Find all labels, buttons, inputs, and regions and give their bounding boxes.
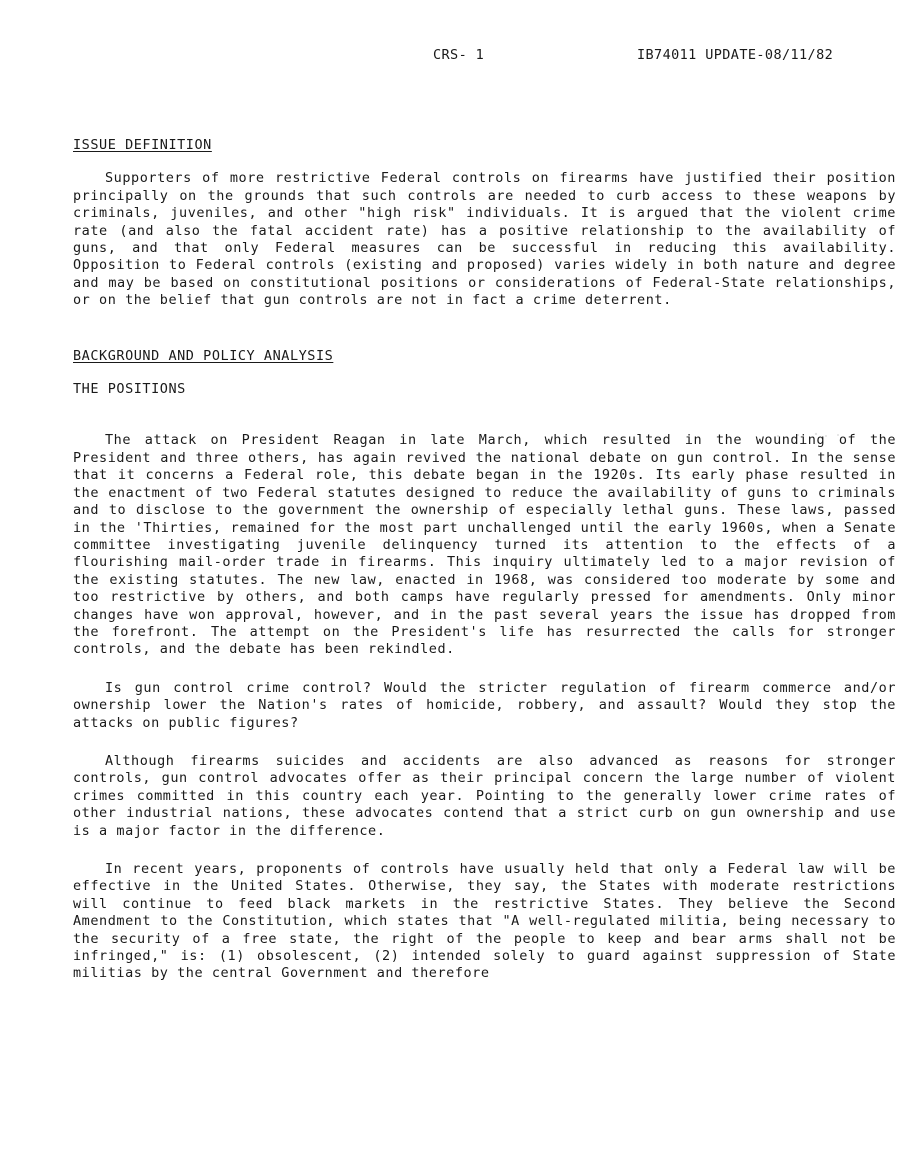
document-body	[73, 137, 896, 983]
positions-subheading: THE POSITIONS	[73, 381, 186, 398]
background-heading: BACKGROUND AND POLICY ANALYSIS	[73, 347, 334, 364]
issue-definition-paragraph: Supporters of more restrictive Federal controls on firearms have justified their position principally on the grounds that such controls are needed to curb access to these weapons by criminals, juveniles, and other "high risk" individuals. It is argued that the violent crime rate (and also the fatal accident rate) has a positive relationship to the availability of guns, and that only Federal measures can be successful in reducing this availability. Opposition to Federal controls (existing and proposed) varies widely in both nature and degree and may be based on constitutional positions or considerations of Federal-State relationships, or on the belief that gun controls are not in fact a crime deterrent.	[73, 170, 896, 309]
body-paragraph-3: Although firearms suicides and accidents are also advanced as reasons for stronger controls, gun control advocates offer as their principal concern the large number of violent crimes committed in this country each year. Pointing to the generally lower crime rates of other industrial nations, these advocates contend that a strict curb on gun ownership and use is a major factor in the difference.	[73, 752, 896, 839]
document-id: IB74011 UPDATE-08/11/82	[637, 47, 834, 63]
issue-definition-heading: ISSUE DEFINITION	[73, 137, 212, 153]
page-number-label: CRS- 1	[433, 47, 485, 63]
body-paragraph-1: The attack on President Reagan in late March, which resulted in the wounding of the President and three others, has again revived the national debate on gun control. In the sense that it concerns a Federal role, this debate began in the 1920s. Its early phase resulted in the enactment of two Federal statutes designed to reduce the availability of guns to criminals and to disclose to the government the ownership of especially lethal guns. These laws, passed in the 'Thirties, remained for the most part unchallenged until the early 1960s, when a Senate committee investigating juvenile delinquency turned its attention to the effects of a flourishing mail-order trade in firearms. This inquiry ultimately led to a major revision of the existing statutes. The new law, enacted in 1968, was considered too moderate by some and too restrictive by others, and both camps have regularly pressed for amendments. Only minor changes have won approval, however, and in the past several years the issue has dropped from the forefront. The attempt on the President's life has resurrected the calls for stronger controls, and the debate has been rekindled.	[73, 432, 896, 658]
body-paragraph-4: In recent years, proponents of controls have usually held that only a Federal law will be effective in the United States. Otherwise, they say, the States with moderate restrictions will continue to feed black markets in the restrictive States. They believe the Second Amendment to the Constitution, which states that "A well-regulated militia, being necessary to the security of a free state, the right of the people to keep and bear arms shall not be infringed," is: (1) obsolescent, (2) intended solely to guard against suppression of State militias by the central Government and therefore	[73, 861, 896, 982]
body-paragraph-2: Is gun control crime control? Would the stricter regulation of firearm commerce and/or ownership lower the Nation's rates of homicide, robbery, and assault? Would they stop the attacks on public figures?	[73, 679, 896, 731]
